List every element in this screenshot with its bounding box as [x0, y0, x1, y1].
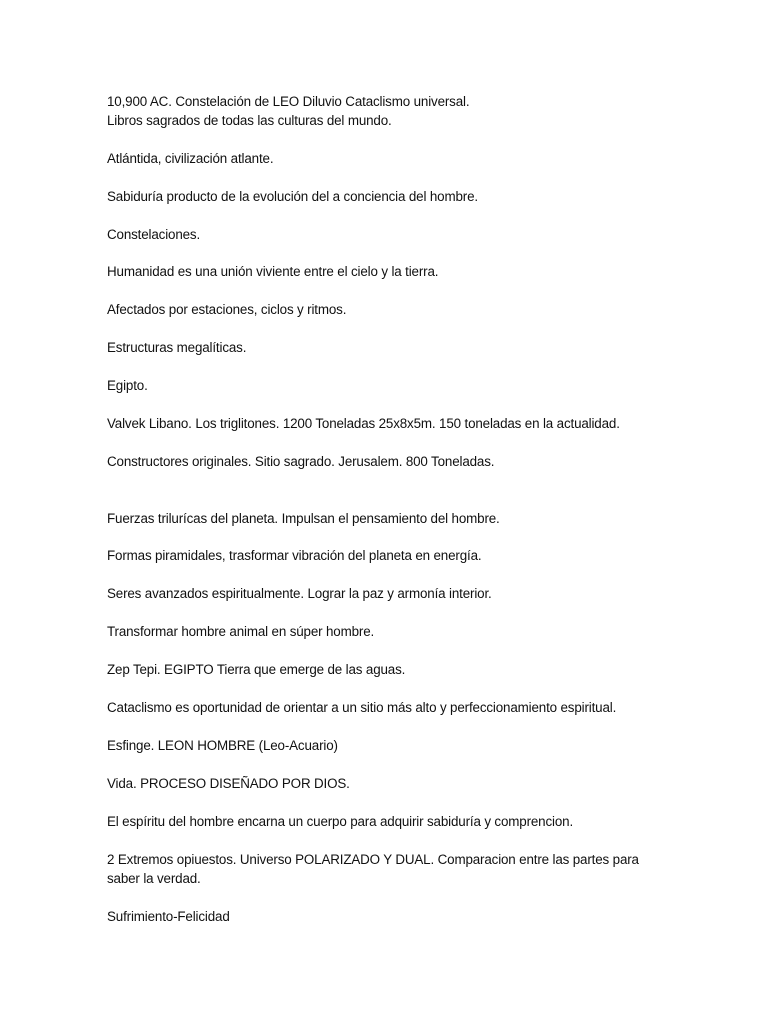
- text-line: Formas piramidales, trasformar vibración del planeta en energía.: [107, 548, 482, 563]
- text-line: Esfinge. LEON HOMBRE (Leo-Acuario): [107, 738, 338, 753]
- text-line: 10,900 AC. Constelación de LEO Diluvio Cataclismo universal.: [107, 94, 470, 109]
- text-line: El espíritu del hombre encarna un cuerpo para adquirir sabiduría y comprencion.: [107, 814, 574, 829]
- text-line: saber la verdad.: [107, 871, 201, 886]
- text-line: Cataclismo es oportunidad de orientar a un sitio más alto y perfeccionamiento espiritual.: [107, 700, 617, 715]
- text-line: Constructores originales. Sitio sagrado. Jerusalem. 800 Toneladas.: [107, 454, 495, 469]
- text-line: Atlántida, civilización atlante.: [107, 151, 274, 166]
- text-line: Sabiduría producto de la evolución del a conciencia del hombre.: [107, 189, 478, 204]
- text-line: Sufrimiento-Felicidad: [107, 909, 230, 924]
- text-line: Humanidad es una unión viviente entre el cielo y la tierra.: [107, 264, 439, 279]
- text-line: Egipto.: [107, 378, 148, 393]
- text-line: 2 Extremos opiuestos. Universo POLARIZADO Y DUAL. Comparacion entre las partes para: [107, 852, 639, 867]
- text-line: Seres avanzados espiritualmente. Lograr la paz y armonía interior.: [107, 586, 492, 601]
- text-line: Constelaciones.: [107, 227, 201, 242]
- text-line: Valvek Libano. Los triglitones. 1200 Toneladas 25x8x5m. 150 toneladas en la actualidad.: [107, 416, 620, 431]
- text-line: Zep Tepi. EGIPTO Tierra que emerge de las aguas.: [107, 662, 406, 677]
- text-line: Estructuras megalíticas.: [107, 340, 247, 355]
- text-line: Transformar hombre animal en súper hombre.: [107, 624, 375, 639]
- text-line: Afectados por estaciones, ciclos y ritmos.: [107, 302, 347, 317]
- text-line: Fuerzas trilurícas del planeta. Impulsan el pensamiento del hombre.: [107, 511, 500, 526]
- text-line: Libros sagrados de todas las culturas del mundo.: [107, 113, 392, 128]
- text-line: Vida. PROCESO DISEÑADO POR DIOS.: [107, 776, 350, 791]
